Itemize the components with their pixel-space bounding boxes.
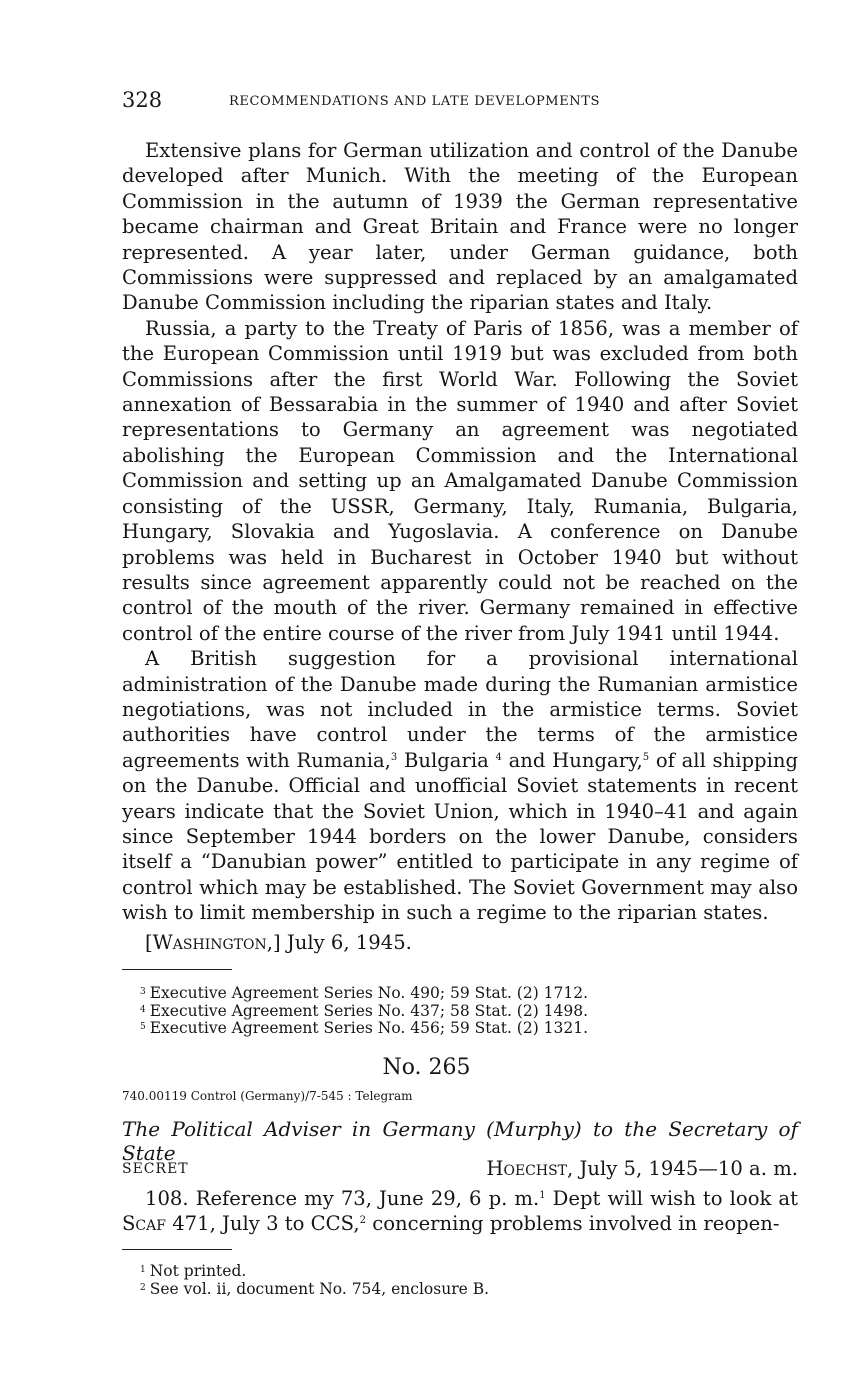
footnote-ref: 1 [539,1190,546,1201]
text-span: concerning problems involved in reopen- [366,1212,780,1236]
footnote-rule [122,969,232,970]
footnote-3 [140,984,588,1002]
signoff [122,930,798,955]
footnote-mark: 2 [140,1282,146,1293]
footnote-mark: 3 [140,987,146,997]
page-header [122,88,802,118]
footnote-text: Executive Agreement Series No. 437; 58 Stat. (2) 1498. [149,1001,589,1020]
classification: SECRET [122,1161,189,1177]
footnote-text: See vol. ii, document No. 754, enclosure B. [149,1279,490,1298]
footnote-ref: 5 [642,751,650,763]
footnote-1 [140,1262,489,1280]
dateline-place: Hoechst [486,1157,568,1180]
running-head: RECOMMENDATIONS AND LATE DEVELOPMENTS [229,94,601,109]
footnotes-top [140,984,588,1037]
scaf-ref: Scaf [122,1212,166,1236]
footnote-5 [140,1019,588,1037]
footnote-ref: 4 [495,751,502,763]
document-title: The Political Adviser in Germany (Murphy) to the Secretary of State [122,1117,798,1165]
text-span: and Hungary, [501,748,643,772]
file-reference: 740.00119 Control (Germany)/7-545 : Telegram [122,1089,413,1103]
signoff-place: Washington [152,930,267,954]
page-number: 328 [122,88,163,112]
footnotes-bottom [140,1262,489,1297]
text-span: [ [145,930,153,954]
text-span: Dept will wish to look at [545,1187,798,1210]
footnote-ref: 3 [390,751,398,763]
text-span: Bulgaria [397,748,496,772]
document-number: No. 265 [382,1055,471,1080]
footnote-ref: 2 [359,1215,366,1227]
footnote-text: Not printed. [149,1262,247,1280]
dateline-rest: , July 5, 1945—10 a. m. [567,1157,798,1180]
footnote-rule [122,1249,232,1250]
footnote-4 [140,1002,588,1020]
text-span: ,] July 6, 1945. [266,930,412,954]
paragraph-british-suggestion [122,646,798,925]
text-span: of all shipping on the Danube. Official and unofficial Soviet statements in recent years indicate that the Soviet Union, which in 1940–41 and again since September 1944 borders on the lower Danube, considers itself a “Danubian power” entitled to participate in any regime of control which may be established. The Soviet Government may also wish to limit membership in such a regime to the riparian states. [122,748,799,925]
footnote-mark: 4 [140,1004,146,1015]
dateline [486,1157,798,1180]
footnote-mark: 5 [140,1022,146,1033]
footnote-text: Executive Agreement Series No. 490; 59 Stat. (2) 1712. [149,984,589,1002]
paragraph-russia: Russia, a party to the Treaty of Paris of 1856, was a member of the European Commission until 1919 but was excluded from both Commissions after the first World War. Following the Soviet annexation of Bessarabia in the summer of 1940 and after Soviet representations to Germany an agreement was negotiated abolishing the European Commission and the International Commission and setting up an Amalgamated Danube Commission consisting of the USSR, Germany, Italy, Rumania, Bulgaria, Hungary, Slovakia and Yugoslavia. A conference on Danube problems was held in Bucharest in October 1940 but without results since agreement apparently could not be reached on the control of the mouth of the river. Germany remained in effective control of the entire course of the river from July 1941 until 1944. [122,316,798,645]
footnote-2 [140,1280,489,1298]
text-span: 108. Reference my 73, June 29, 6 p. m. [145,1187,540,1210]
body-text [122,138,798,955]
text-span: A British suggestion for a provisional international administration of the Danube made during the Rumanian armistice negotiations, was not included in the armistice terms. Soviet authorities have control under the terms of the armistice agreements with Rumania, [122,647,798,772]
text-span: 471, July 3 to CCS, [165,1212,360,1236]
footnote-text: Executive Agreement Series No. 456; 59 Stat. (2) 1321. [149,1019,589,1038]
paragraph-danube-plans: Extensive plans for German utilization and control of the Danube developed after Munich. With the meeting of the European Commission in the autumn of 1939 the German representative became chairman and Great Britain and France were no longer represented. A year later, under German guidance, both Commissions were suppressed and replaced by an amalgamated Danube Commission including the riparian states and Italy. [122,139,798,315]
telegram-paragraph [122,1186,798,1237]
footnote-mark: 1 [140,1265,146,1275]
telegram-text [122,1186,798,1237]
